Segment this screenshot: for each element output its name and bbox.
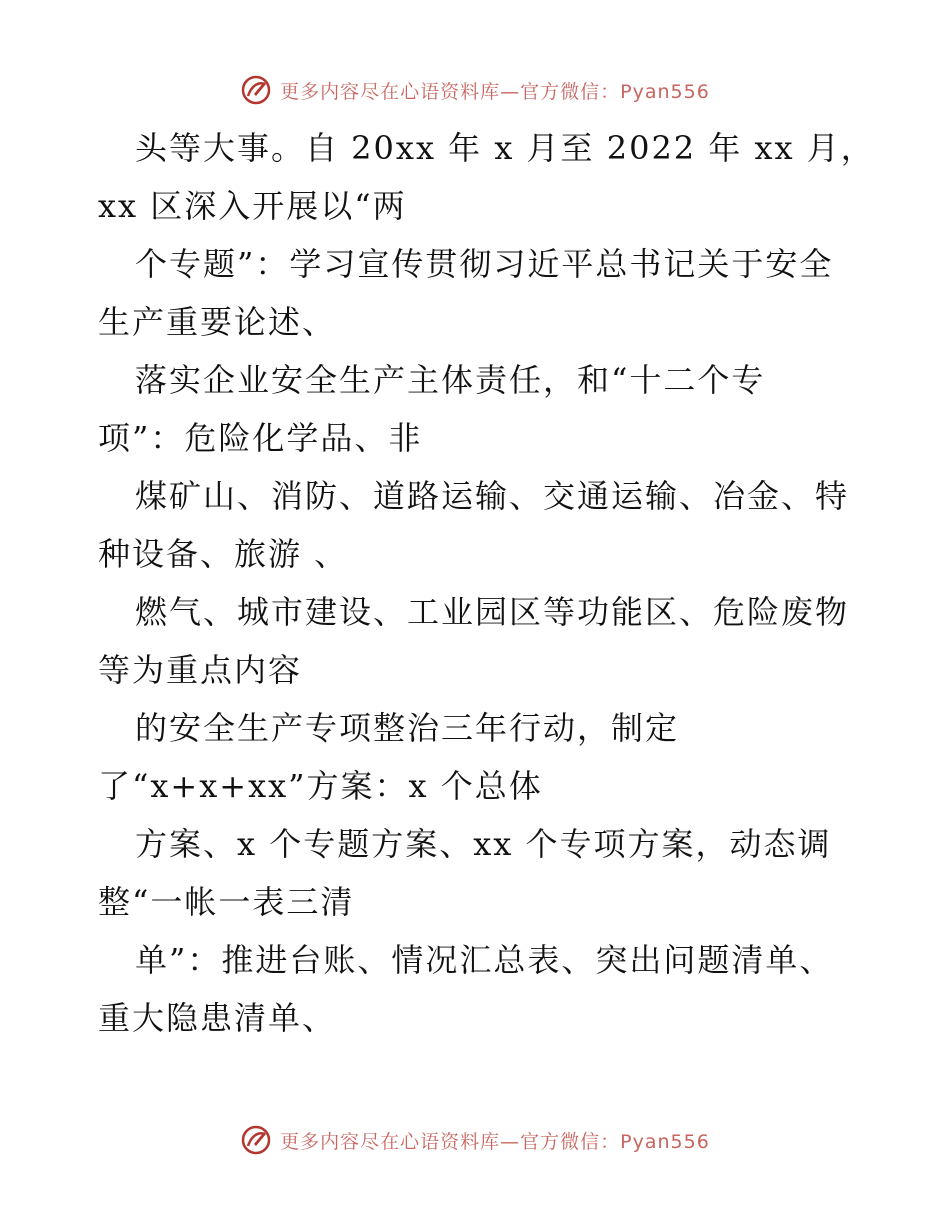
pen-swirl-logo-icon <box>240 1124 272 1156</box>
text-line: 个专题”：学习宣传贯彻习近平总书记关于安全 <box>135 245 834 283</box>
header-watermark-banner <box>0 70 950 110</box>
footer-watermark-text: 更多内容尽在心语资料库—官方微信：Pyan556 <box>280 1130 710 1153</box>
text-line: 落实企业安全生产主体责任，和“十二个专 <box>135 361 766 399</box>
text-line: 煤矿山、消防、道路运输、交通运输、冶金、特 <box>135 477 850 515</box>
text-line: 方案、x 个专题方案、xx 个专项方案，动态调 <box>135 825 832 863</box>
footer-watermark-banner <box>0 1120 950 1160</box>
text-line: 生产重要论述、 <box>98 303 337 341</box>
text-line: xx 区深入开展以“两 <box>98 187 407 225</box>
text-line: 了“x+x+xx”方案：x 个总体 <box>98 767 543 805</box>
text-line: 燃气、城市建设、工业园区等功能区、危险废物 <box>135 593 850 631</box>
pen-swirl-logo-icon <box>240 74 272 106</box>
text-line: 重大隐患清单、 <box>98 999 337 1037</box>
text-line: 头等大事。自 20xx 年 x 月至 2022 年 xx 月， <box>135 129 875 167</box>
text-line: 种设备、旅游 、 <box>98 535 349 573</box>
text-line: 项”：危险化学品、非 <box>98 419 423 457</box>
text-line: 等为重点内容 <box>98 651 303 689</box>
text-line: 单”：推进台账、情况汇总表、突出问题清单、 <box>135 941 834 979</box>
header-watermark-text: 更多内容尽在心语资料库—官方微信：Pyan556 <box>280 80 710 103</box>
text-line: 的安全生产专项整治三年行动，制定 <box>135 709 680 747</box>
text-line: 整“一帐一表三清 <box>98 883 355 921</box>
